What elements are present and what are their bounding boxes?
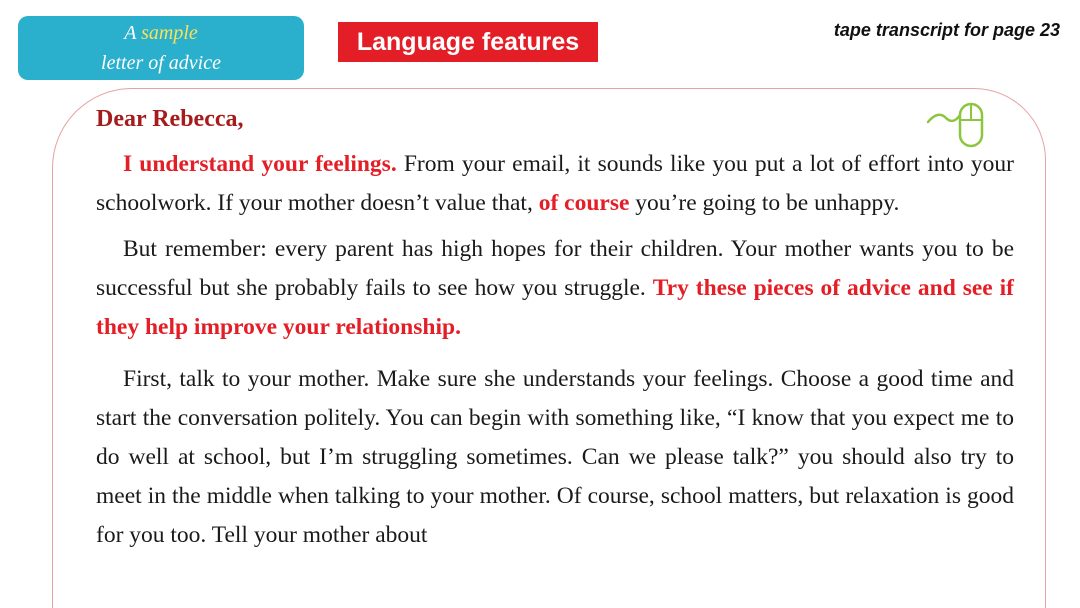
letter-paragraph-3 bbox=[96, 360, 1014, 555]
language-feature-highlight: I understand your feelings. bbox=[123, 151, 397, 177]
letter-salutation: Dear Rebecca, bbox=[96, 106, 244, 132]
paragraph-text: But remember: every parent has high hopes for their children. Your mother wants you to be successful but she probably fails to see how you struggle. bbox=[96, 236, 1014, 301]
badge-line-2: letter of advice bbox=[101, 52, 221, 74]
advice-letter bbox=[96, 100, 1014, 562]
tape-transcript-note: tape transcript for page 23 bbox=[833, 20, 1060, 40]
language-feature-highlight: of course bbox=[538, 190, 630, 216]
paragraph-text: you’re going to be unhappy. bbox=[629, 190, 900, 216]
letter-paragraph-2 bbox=[96, 230, 1014, 347]
badge-line-1 bbox=[18, 18, 304, 48]
language-feature-highlight: Try these pieces of advice and see if they help improve your relationship. bbox=[96, 275, 1014, 340]
paragraph-text: First, talk to your mother. Make sure she understands your feelings. Choose a good time and start the conversation politely. You can begin with something like, “I know that you expect me to do well at school, but I’m struggling sometimes. Can we please talk?” you should also try to meet in the middle when talking to your mother. Of course, school matters, but relaxation is good for you too. Tell your mother about bbox=[96, 366, 1014, 548]
language-features-label: Language features bbox=[338, 22, 598, 62]
letter-paragraph-1 bbox=[96, 145, 1014, 223]
sample-letter-badge bbox=[18, 16, 304, 80]
badge-highlight-word: sample bbox=[141, 22, 198, 44]
paragraph-text: From your email, it sounds like you put a lot of effort into your schoolwork. If your mother doesn’t value that, bbox=[96, 151, 1014, 216]
badge-line-1-prefix: A bbox=[124, 22, 142, 44]
